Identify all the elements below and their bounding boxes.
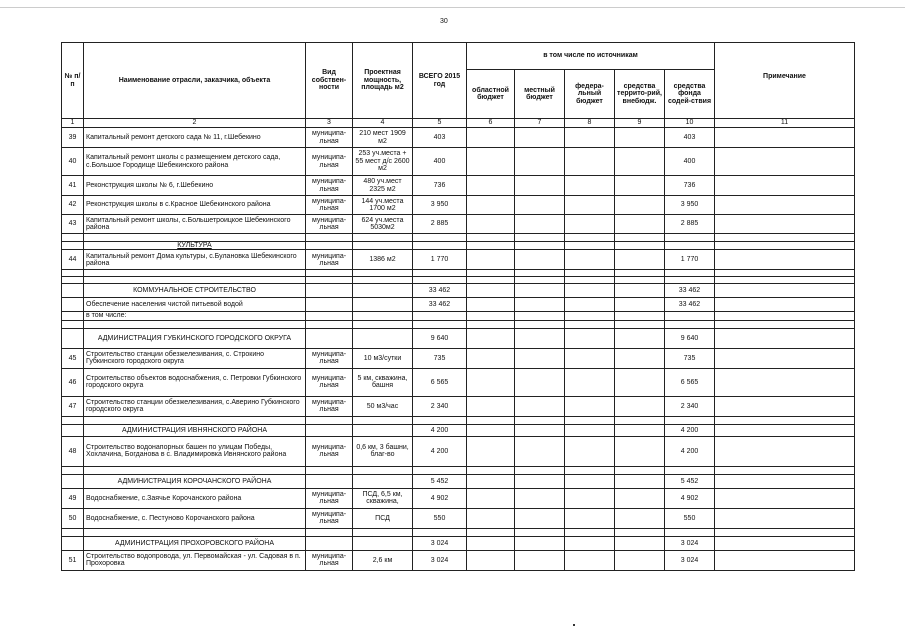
row-capacity: 0,6 км, 3 башни, благ-во bbox=[353, 436, 413, 466]
row-name: Строительство водонапорных башен по улицам Победы, Хохлачина, Богданова в с. Владимировка Ивнянского района bbox=[84, 436, 306, 466]
row-fund: 550 bbox=[665, 508, 715, 528]
row-fund: 2 340 bbox=[665, 396, 715, 416]
row-total: 3 950 bbox=[413, 196, 467, 215]
row-total: 735 bbox=[413, 348, 467, 368]
row-name: Строительство станции обезжелезивания, с.Аверино Губкинского городского округа bbox=[84, 396, 306, 416]
header-fund: средства фонда содей-ствия bbox=[665, 70, 715, 119]
section-total: 3 024 bbox=[413, 536, 467, 550]
row-total: 4 200 bbox=[413, 436, 467, 466]
table-row bbox=[62, 215, 855, 234]
row-name: Капитальный ремонт школы, с.Большетроицкое Шебекинского района bbox=[84, 215, 306, 234]
header-name: Наименование отрасли, заказчика, объекта bbox=[84, 43, 306, 119]
section-title: АДМИНИСТРАЦИЯ ПРОХОРОВСКОГО РАЙОНА bbox=[84, 536, 306, 550]
spacer-row bbox=[62, 277, 855, 284]
row-capacity: 480 уч.мест 2325 м2 bbox=[353, 176, 413, 196]
index-cell: 8 bbox=[565, 119, 615, 128]
section-fund: 5 452 bbox=[665, 474, 715, 488]
section-title: АДМИНИСТРАЦИЯ ИВНЯНСКОГО РАЙОНА bbox=[84, 424, 306, 436]
row-ownership: муниципа-льная bbox=[306, 436, 353, 466]
row-name: Обеспечение населения чистой питьевой водой bbox=[84, 298, 306, 312]
section-title: АДМИНИСТРАЦИЯ ГУБКИНСКОГО ГОРОДСКОГО ОКРУГА bbox=[84, 328, 306, 348]
row-number: 50 bbox=[62, 508, 84, 528]
section-title: КОММУНАЛЬНОЕ СТРОИТЕЛЬСТВО bbox=[84, 284, 306, 298]
header-index-row bbox=[62, 119, 855, 128]
row-total: 736 bbox=[413, 176, 467, 196]
row-number: 43 bbox=[62, 215, 84, 234]
row-fund: 4 902 bbox=[665, 488, 715, 508]
row-ownership: муниципа-льная bbox=[306, 215, 353, 234]
row-name: Строительство станции обезжелезивания, с. Строкино Губкинского городского округа bbox=[84, 348, 306, 368]
table-row bbox=[62, 508, 855, 528]
table-row bbox=[62, 488, 855, 508]
row-ownership: муниципа-льная bbox=[306, 488, 353, 508]
row-name: Капитальный ремонт детского сада № 11, г.Шебекино bbox=[84, 128, 306, 148]
row-capacity: 253 уч.места + 55 мест д/с 2600 м2 bbox=[353, 148, 413, 176]
header-sources: в том числе по источникам bbox=[467, 43, 715, 70]
row-ownership: муниципа-льная bbox=[306, 148, 353, 176]
row-number: 41 bbox=[62, 176, 84, 196]
index-cell: 7 bbox=[515, 119, 565, 128]
row-fund: 33 462 bbox=[665, 298, 715, 312]
header-capacity: Проектная мощность, площадь м2 bbox=[353, 43, 413, 119]
row-ownership: муниципа-льная bbox=[306, 368, 353, 396]
table-row bbox=[62, 436, 855, 466]
section-prokhorovka bbox=[62, 536, 855, 550]
row-ownership: муниципа-льная bbox=[306, 550, 353, 570]
investment-table bbox=[61, 42, 855, 571]
row-ownership: муниципа-льная bbox=[306, 396, 353, 416]
spacer-row bbox=[62, 528, 855, 536]
row-capacity: 5 км, скважина, башня bbox=[353, 368, 413, 396]
row-number: 49 bbox=[62, 488, 84, 508]
row-number: 48 bbox=[62, 436, 84, 466]
section-total: 9 640 bbox=[413, 328, 467, 348]
row-fund: 3 024 bbox=[665, 550, 715, 570]
header-num: № п/п bbox=[62, 43, 84, 119]
header-federal: федера-льный бюджет bbox=[565, 70, 615, 119]
header-regional: областной бюджет bbox=[467, 70, 515, 119]
row-fund: 4 200 bbox=[665, 436, 715, 466]
row-ownership: муниципа-льная bbox=[306, 176, 353, 196]
row-ownership: муниципа-льная bbox=[306, 508, 353, 528]
spacer-row bbox=[62, 234, 855, 242]
table-row bbox=[62, 250, 855, 270]
table-row bbox=[62, 312, 855, 320]
row-total: 400 bbox=[413, 148, 467, 176]
section-title: АДМИНИСТРАЦИЯ КОРОЧАНСКОГО РАЙОНА bbox=[84, 474, 306, 488]
row-name: в том числе: bbox=[84, 312, 306, 320]
table-row bbox=[62, 368, 855, 396]
spacer-row bbox=[62, 320, 855, 328]
header-territorial: средства террито-рий, внебюдж. bbox=[615, 70, 665, 119]
table-row bbox=[62, 176, 855, 196]
header-total: ВСЕГО 2015 год bbox=[413, 43, 467, 119]
row-capacity: ПСД, 6,5 км, скважина, bbox=[353, 488, 413, 508]
index-cell: 4 bbox=[353, 119, 413, 128]
row-name: Реконструкция школы № 6, г.Шебекино bbox=[84, 176, 306, 196]
row-number: 46 bbox=[62, 368, 84, 396]
row-capacity: 1386 м2 bbox=[353, 250, 413, 270]
section-fund: 9 640 bbox=[665, 328, 715, 348]
spacer-row bbox=[62, 270, 855, 277]
row-name: Реконструкция школы в с.Красное Шебекинского района bbox=[84, 196, 306, 215]
scan-dot bbox=[573, 624, 575, 626]
row-name: Капитальный ремонт Дома культуры, с.Булановка Шебекинского района bbox=[84, 250, 306, 270]
row-total: 4 902 bbox=[413, 488, 467, 508]
top-border-line bbox=[0, 7, 905, 8]
section-total: 33 462 bbox=[413, 284, 467, 298]
row-number: 44 bbox=[62, 250, 84, 270]
row-fund: 735 bbox=[665, 348, 715, 368]
spacer-row bbox=[62, 416, 855, 424]
row-capacity: ПСД bbox=[353, 508, 413, 528]
table-row bbox=[62, 550, 855, 570]
index-cell: 10 bbox=[665, 119, 715, 128]
row-ownership: муниципа-льная bbox=[306, 348, 353, 368]
row-total: 2 340 bbox=[413, 396, 467, 416]
row-total: 3 024 bbox=[413, 550, 467, 570]
row-capacity: 210 мест 1909 м2 bbox=[353, 128, 413, 148]
section-culture bbox=[62, 242, 855, 250]
row-fund: 2 885 bbox=[665, 215, 715, 234]
section-korocha bbox=[62, 474, 855, 488]
index-cell: 11 bbox=[715, 119, 855, 128]
header-note: Примечание bbox=[715, 43, 855, 119]
row-name: Водоснабжение, с. Пестуново Корочанского района bbox=[84, 508, 306, 528]
row-name: Строительство водопровода, ул. Первомайская - ул. Садовая в п. Прохоровка bbox=[84, 550, 306, 570]
index-cell: 9 bbox=[615, 119, 665, 128]
row-fund: 400 bbox=[665, 148, 715, 176]
section-title: КУЛЬТУРА bbox=[84, 242, 306, 250]
row-number: 39 bbox=[62, 128, 84, 148]
row-fund: 3 950 bbox=[665, 196, 715, 215]
row-number: 51 bbox=[62, 550, 84, 570]
row-name: Капитальный ремонт школы с размещением детского сада, с.Большое Городище Шебекинского района bbox=[84, 148, 306, 176]
section-communal bbox=[62, 284, 855, 298]
header-row-1 bbox=[62, 43, 855, 70]
table-row bbox=[62, 348, 855, 368]
spacer-row bbox=[62, 466, 855, 474]
row-ownership: муниципа-льная bbox=[306, 196, 353, 215]
row-number: 42 bbox=[62, 196, 84, 215]
table-row bbox=[62, 128, 855, 148]
row-total: 33 462 bbox=[413, 298, 467, 312]
table-row bbox=[62, 148, 855, 176]
row-capacity: 50 м3/час bbox=[353, 396, 413, 416]
section-fund: 4 200 bbox=[665, 424, 715, 436]
page-number: 30 bbox=[440, 18, 448, 25]
index-cell: 1 bbox=[62, 119, 84, 128]
section-ivnya bbox=[62, 424, 855, 436]
row-capacity: 2,6 км bbox=[353, 550, 413, 570]
header-ownership: Вид собствен-ности bbox=[306, 43, 353, 119]
index-cell: 5 bbox=[413, 119, 467, 128]
row-total: 6 565 bbox=[413, 368, 467, 396]
index-cell: 3 bbox=[306, 119, 353, 128]
section-fund: 33 462 bbox=[665, 284, 715, 298]
row-capacity: 624 уч.места 5030м2 bbox=[353, 215, 413, 234]
index-cell: 2 bbox=[84, 119, 306, 128]
header-local: местный бюджет bbox=[515, 70, 565, 119]
row-capacity: 10 м3/сутки bbox=[353, 348, 413, 368]
row-name: Водоснабжение, с.Заячье Корочанского района bbox=[84, 488, 306, 508]
row-total: 403 bbox=[413, 128, 467, 148]
row-number: 40 bbox=[62, 148, 84, 176]
section-fund: 3 024 bbox=[665, 536, 715, 550]
table-row bbox=[62, 396, 855, 416]
row-capacity: 144 уч.места 1700 м2 bbox=[353, 196, 413, 215]
row-name: Строительство объектов водоснабжения, с. Петровки Губкинского городского округа bbox=[84, 368, 306, 396]
row-number: 45 bbox=[62, 348, 84, 368]
index-cell: 6 bbox=[467, 119, 515, 128]
section-gubkin bbox=[62, 328, 855, 348]
table-row bbox=[62, 196, 855, 215]
row-number: 47 bbox=[62, 396, 84, 416]
row-ownership: муниципа-льная bbox=[306, 128, 353, 148]
row-total: 2 885 bbox=[413, 215, 467, 234]
row-fund: 403 bbox=[665, 128, 715, 148]
section-total: 5 452 bbox=[413, 474, 467, 488]
row-total: 1 770 bbox=[413, 250, 467, 270]
row-fund: 736 bbox=[665, 176, 715, 196]
row-fund: 1 770 bbox=[665, 250, 715, 270]
row-ownership: муниципа-льная bbox=[306, 250, 353, 270]
section-total: 4 200 bbox=[413, 424, 467, 436]
table-row bbox=[62, 298, 855, 312]
row-fund: 6 565 bbox=[665, 368, 715, 396]
row-total: 550 bbox=[413, 508, 467, 528]
